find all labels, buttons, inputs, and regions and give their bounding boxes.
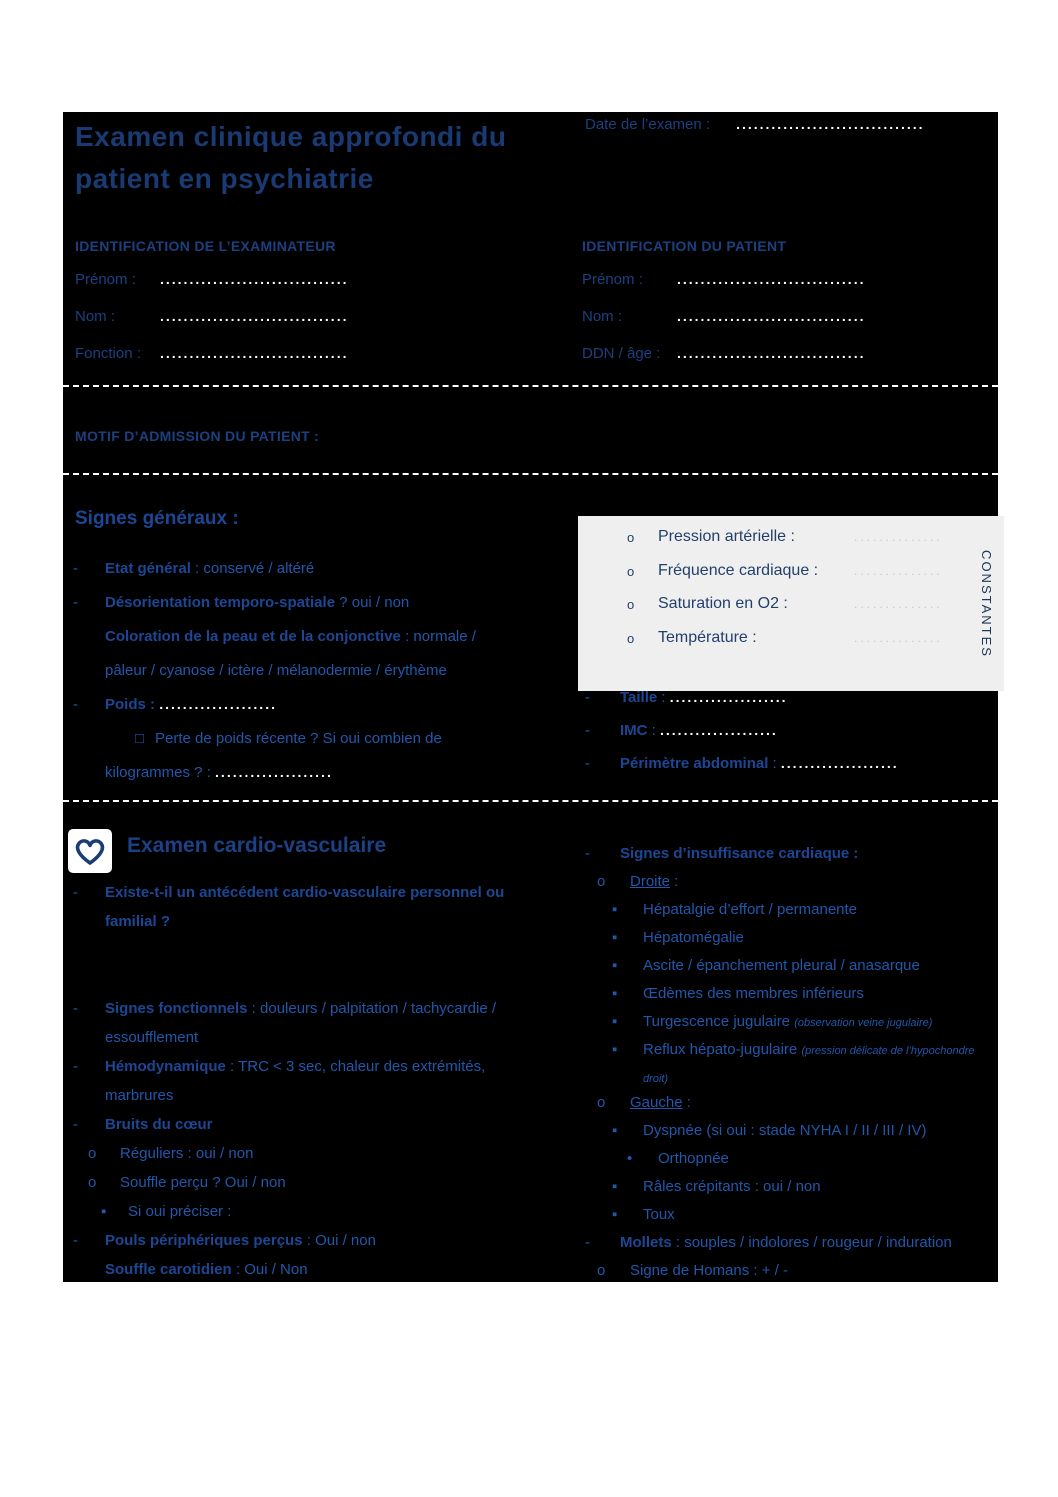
examiner-function-row — [75, 345, 348, 362]
form-line — [71, 1174, 576, 1203]
text-segment: : Oui / Non — [231, 1261, 308, 1278]
line-text — [120, 1145, 253, 1162]
patient-dob-label: DDN / âge : — [582, 345, 661, 362]
circle-bullet: o — [627, 530, 635, 545]
line-text — [105, 1058, 485, 1075]
list-bullet: - — [585, 1234, 590, 1251]
line-text — [630, 1262, 788, 1279]
form-line — [583, 1041, 1003, 1069]
text-segment: Mollets — [620, 1234, 672, 1251]
text-segment: : Oui / non — [302, 1232, 376, 1249]
list-bullet: - — [73, 884, 78, 901]
form-line — [583, 1178, 1003, 1206]
list-bullet: ▪ — [612, 1041, 618, 1058]
form-line — [583, 957, 1003, 985]
form-line — [71, 1116, 576, 1145]
text-segment: : — [647, 722, 661, 739]
fill-in-field[interactable]: .................... — [215, 764, 333, 780]
dashed-divider — [63, 385, 998, 387]
fill-in-field[interactable]: .................... — [660, 722, 778, 738]
form-line — [71, 594, 576, 628]
form-line — [71, 764, 576, 798]
form-line — [71, 1261, 576, 1290]
fill-in-field[interactable]: .................... — [159, 696, 277, 712]
line-text — [105, 884, 504, 901]
text-segment: : conservé / altéré — [190, 560, 315, 577]
form-line — [71, 696, 576, 730]
text-segment: Hépatalgie d’effort / permanente — [643, 901, 858, 918]
line-text — [643, 957, 920, 974]
list-bullet: ▪ — [612, 1013, 618, 1030]
hr-label: Fréquence cardiaque : — [658, 562, 819, 579]
text-segment: Désorientation temporo-spatiale — [105, 594, 336, 611]
list-bullet: - — [73, 1116, 78, 1133]
line-text — [105, 1029, 198, 1046]
text-segment: Œdèmes des membres inférieurs — [643, 985, 864, 1002]
cardio-left-list — [71, 884, 576, 1290]
examiner-firstname-field[interactable]: ................................ — [160, 271, 349, 287]
list-bullet: - — [585, 722, 590, 739]
line-text — [105, 1261, 308, 1278]
text-segment: familial ? — [105, 913, 171, 930]
list-bullet: - — [73, 560, 78, 577]
hr-field[interactable]: .............. — [854, 564, 943, 578]
line-text — [643, 929, 744, 946]
spo2-label: Saturation en O2 : — [658, 595, 788, 612]
line-text — [658, 1150, 729, 1167]
form-line — [71, 662, 576, 696]
exam-date-field[interactable]: ................................ — [736, 116, 925, 132]
text-segment: kilogrammes ? : — [105, 764, 216, 781]
form-line — [583, 1094, 1003, 1122]
list-bullet: o — [88, 1145, 97, 1162]
form-line — [583, 1013, 1003, 1041]
general-signs-list — [71, 560, 576, 798]
heart-icon — [68, 829, 112, 873]
list-bullet: o — [88, 1174, 97, 1191]
line-text — [620, 689, 788, 706]
text-segment: Gauche — [630, 1094, 683, 1111]
examiner-lastname-field[interactable]: ................................ — [160, 308, 349, 324]
text-segment: Hémodynamique — [105, 1058, 226, 1075]
line-text — [105, 594, 409, 611]
form-line — [583, 1234, 1003, 1262]
examiner-firstname-row — [75, 271, 348, 288]
form-line — [583, 755, 1003, 788]
line-text — [643, 1122, 926, 1139]
form-line — [583, 1206, 1003, 1234]
text-segment: Signes d’insuffisance cardiaque : — [620, 845, 859, 862]
line-text — [643, 1206, 675, 1223]
text-segment: : normale / — [400, 628, 476, 645]
list-bullet: ▪ — [612, 1122, 618, 1139]
cardio-right-list — [583, 845, 1003, 1290]
line-text — [105, 1000, 496, 1017]
form-line — [71, 1145, 576, 1174]
line-text — [620, 845, 858, 862]
form-line — [583, 929, 1003, 957]
line-text — [105, 662, 447, 679]
text-segment: (observation veine jugulaire) — [794, 1017, 933, 1029]
line-text — [620, 1234, 952, 1251]
form-line — [71, 730, 576, 764]
form-line — [71, 1203, 576, 1232]
patient-section-header: IDENTIFICATION DU PATIENT — [582, 238, 787, 254]
temperature-label: Température : — [658, 629, 757, 646]
list-bullet: - — [585, 755, 590, 772]
patient-dob-row — [582, 345, 865, 362]
line-text — [105, 764, 333, 781]
text-segment: : — [670, 873, 679, 890]
patient-dob-field[interactable]: ................................ — [677, 345, 866, 361]
list-bullet: - — [73, 1000, 78, 1017]
general-signs-heading: Signes généraux : — [75, 508, 239, 529]
form-line — [583, 689, 1003, 722]
text-segment: Souffle perçu ? Oui / non — [120, 1174, 286, 1191]
line-text — [105, 1116, 213, 1133]
list-bullet: - — [73, 1058, 78, 1075]
line-text — [643, 1041, 975, 1058]
constantes-box — [578, 516, 1004, 691]
form-line — [71, 1087, 576, 1116]
examiner-function-label: Fonction : — [75, 345, 141, 362]
text-segment: Réguliers : oui / non — [120, 1145, 254, 1162]
line-text — [643, 1013, 932, 1030]
circle-bullet: o — [627, 564, 635, 579]
form-line — [71, 1029, 576, 1058]
examiner-lastname-label: Nom : — [75, 308, 116, 325]
line-text — [643, 1069, 668, 1086]
text-segment: pâleur / cyanose / ictère / mélanodermie / érythème — [105, 662, 447, 679]
measurements-list — [583, 689, 1003, 788]
list-bullet: - — [585, 689, 590, 706]
form-line — [71, 1058, 576, 1087]
form-line — [583, 845, 1003, 873]
text-segment: Droite — [630, 873, 671, 890]
examiner-firstname-label: Prénom : — [75, 271, 136, 288]
text-segment: Poids : — [105, 696, 156, 713]
line-text — [105, 1232, 376, 1249]
form-line — [583, 1262, 1003, 1290]
exam-date-label: Date de l’examen : — [585, 116, 711, 133]
bp-field[interactable]: .............. — [854, 530, 943, 544]
spo2-field[interactable]: .............. — [854, 597, 943, 611]
text-segment: (pression délicate de l’hypochondre — [801, 1045, 975, 1057]
line-text — [105, 696, 277, 713]
line-text — [105, 1087, 173, 1104]
patient-lastname-field[interactable]: ................................ — [677, 308, 866, 324]
text-segment: Toux — [643, 1206, 675, 1223]
text-segment: Souffle carotidien — [105, 1261, 232, 1278]
line-text — [643, 985, 864, 1002]
patient-firstname-label: Prénom : — [582, 271, 643, 288]
text-segment: Signe de Homans : + / - — [630, 1262, 788, 1279]
form-line — [583, 1150, 1003, 1178]
list-bullet: o — [597, 873, 606, 890]
form-line — [71, 913, 576, 942]
form-line — [583, 873, 1003, 901]
text-segment: Râles crépitants : oui / non — [643, 1178, 821, 1195]
text-segment: Reflux hépato-jugulaire — [643, 1041, 802, 1058]
temperature-field[interactable]: .............. — [854, 631, 943, 645]
text-segment: : TRC < 3 sec, chaleur des extrémités, — [225, 1058, 486, 1075]
text-segment: : — [682, 1094, 691, 1111]
checkbox[interactable]: □ — [135, 730, 145, 747]
text-segment: Hépatomégalie — [643, 929, 744, 946]
text-segment: Pouls périphériques perçus — [105, 1232, 303, 1249]
text-segment: Coloration de la peau et de la conjonctive — [105, 628, 401, 645]
list-bullet: - — [73, 1232, 78, 1249]
text-segment: Dyspnée (si oui : stade NYHA I / II / III / IV) — [643, 1122, 927, 1139]
heart-outline-svg — [74, 836, 106, 866]
form-line — [71, 560, 576, 594]
text-segment: Ascite / épanchement pleural / anasarque — [643, 957, 920, 974]
exam-date-row — [585, 116, 925, 134]
list-bullet: ▪ — [101, 1203, 107, 1220]
dashed-divider — [63, 473, 998, 475]
patient-lastname-label: Nom : — [582, 308, 623, 325]
list-bullet: ▪ — [612, 1206, 618, 1223]
form-line — [71, 884, 576, 913]
list-bullet: o — [597, 1094, 606, 1111]
line-text — [643, 901, 857, 918]
page-title — [75, 116, 506, 200]
text-segment: Existe-t-il un antécédent cardio-vasculaire personnel ou — [105, 884, 505, 901]
page-title-line1: Examen clinique approfondi du — [75, 121, 507, 152]
line-text — [120, 1174, 286, 1191]
text-segment: droit) — [643, 1073, 669, 1085]
text-segment: : — [768, 755, 781, 772]
form-line — [71, 1232, 576, 1261]
form-line — [583, 722, 1003, 755]
text-segment: Etat général — [105, 560, 191, 577]
line-text — [620, 722, 778, 739]
form-line — [583, 1069, 1003, 1094]
list-bullet: - — [73, 594, 78, 611]
patient-lastname-row — [582, 308, 865, 325]
examiner-lastname-row — [75, 308, 348, 325]
line-text — [630, 1094, 691, 1111]
form-sheet — [63, 112, 998, 1282]
line-text — [105, 913, 170, 930]
list-bullet: • — [627, 1150, 633, 1167]
circle-bullet: o — [627, 597, 635, 612]
text-segment: Signes fonctionnels — [105, 1000, 248, 1017]
text-segment: Périmètre abdominal — [620, 755, 769, 772]
text-segment: : — [657, 689, 670, 706]
list-bullet: ▪ — [612, 929, 618, 946]
admission-motive-header: MOTIF D’ADMISSION DU PATIENT : — [75, 428, 320, 444]
constantes-side-label: CONSTANTES — [979, 549, 994, 658]
text-segment: : souples / indolores / rougeur / induration — [671, 1234, 952, 1251]
form-line — [71, 1000, 576, 1029]
text-segment: ? oui / non — [335, 594, 410, 611]
list-bullet: ▪ — [612, 1178, 618, 1195]
line-text — [155, 730, 442, 747]
line-text — [128, 1203, 231, 1220]
form-line — [583, 901, 1003, 929]
text-segment: Taille — [620, 689, 658, 706]
text-segment: marbrures — [105, 1087, 174, 1104]
list-bullet: o — [597, 1262, 606, 1279]
text-segment: Si oui préciser : — [128, 1203, 232, 1220]
dashed-divider — [63, 800, 998, 802]
text-segment: Turgescence jugulaire — [643, 1013, 795, 1030]
line-text — [620, 755, 899, 772]
text-segment: Orthopnée — [658, 1150, 729, 1167]
line-text — [630, 873, 678, 890]
list-bullet: - — [585, 845, 590, 862]
text-segment: Bruits du cœur — [105, 1116, 213, 1133]
list-bullet: - — [73, 696, 78, 713]
examiner-function-field[interactable]: ................................ — [160, 345, 349, 361]
text-segment: Perte de poids récente ? Si oui combien de — [155, 730, 442, 747]
bp-label: Pression artérielle : — [658, 528, 795, 545]
form-line — [71, 628, 576, 662]
list-bullet: ▪ — [612, 985, 618, 1002]
list-bullet: ▪ — [612, 957, 618, 974]
cardio-section-heading: Examen cardio-vasculaire — [127, 834, 387, 857]
line-text — [105, 628, 476, 645]
form-line — [583, 985, 1003, 1013]
form-line — [583, 1122, 1003, 1150]
line-text — [643, 1178, 821, 1195]
page-title-line2: patient en psychiatrie — [75, 163, 374, 194]
list-bullet: ▪ — [612, 901, 618, 918]
text-segment: IMC — [620, 722, 648, 739]
line-text — [105, 560, 314, 577]
text-segment: essoufflement — [105, 1029, 199, 1046]
fill-in-field[interactable]: .................... — [780, 755, 899, 771]
patient-firstname-field[interactable]: ................................ — [677, 271, 866, 287]
circle-bullet: o — [627, 631, 635, 646]
fill-in-field[interactable]: .................... — [669, 689, 788, 705]
text-segment: : douleurs / palpitation / tachycardie / — [247, 1000, 496, 1017]
examiner-section-header: IDENTIFICATION DE L’EXAMINATEUR — [75, 238, 336, 254]
patient-firstname-row — [582, 271, 865, 288]
